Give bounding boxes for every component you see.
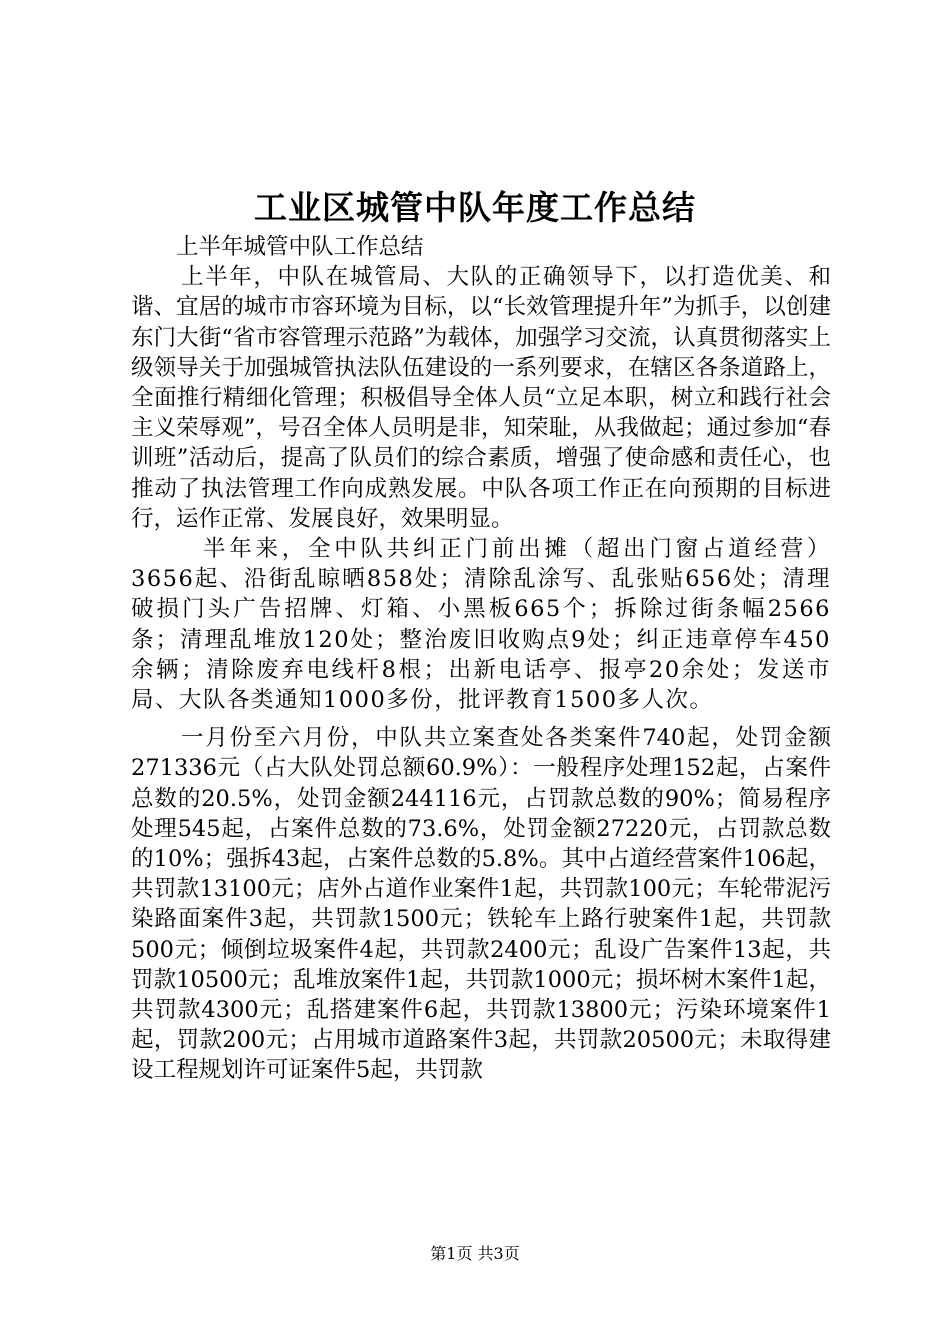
section-subtitle: 上半年城管中队工作总结 — [176, 234, 424, 260]
page-number: 第1页 共3页 — [430, 1244, 520, 1263]
paragraph-intro: 上半年，中队在城管局、大队的正确领导下，以打造优美、和谐、宜居的城市市容环境为目标，以“长效管理提升年”为抓手，以创建东门大街“省市容管理示范路”为载体，加强学习交流，认真贯彻落实上级领导关于加强城管执法队伍建设的一系列要求，在辖区各条道路上，全面推行精细化管理；积极倡导全体人员“立足本职，树立和践行社会主义荣辱观”，号召全体人员明是非，知荣耻，从我做起；通过参加“春训班”活动后，提高了队员们的综合素质，增强了使命感和责任心，也推动了执法管理工作向成熟发展。中队各项工作正在向预期的目标进行，运作正常、发展良好，效果明显。 — [131, 264, 831, 532]
document-title: 工业区城管中队年度工作总结 — [254, 188, 696, 227]
paragraph-cases: 一月份至六月份，中队共立案查处各类案件740起，处罚金额271336元（占大队处罚总额60.9%）：一般程序处理152起，占案件总数的20.5%，处罚金额244116元，占罚款总数的90%；简易程序处理545起，占案件总数的73.6%，处罚金额27220元，占罚款总数的10%；强拆43起，占案件总数的5.8%。其中占道经营案件106起，共罚款13100元；店外占道作业案件1起，共罚款100元；车轮带泥污染路面案件3起，共罚款1500元；铁轮车上路行驶案件1起，共罚款500元；倾倒垃圾案件4起，共罚款2400元；乱设广告案件13起，共罚款10500元；乱堆放案件1起，共罚款1000元；损坏树木案件1起，共罚款4300元；乱搭建案件6起，共罚款13800元；污染环境案件1起，罚款200元；占用城市道路案件3起，共罚款20500元；未取得建设工程规划许可证案件5起，共罚款 — [131, 725, 831, 1084]
document-body — [131, 232, 831, 1086]
paragraph-statistics: 半年来，全中队共纠正门前出摊（超出门窗占道经营）3656起、沿街乱晾晒858处；清除乱涂写、乱张贴656处；清理破损门头广告招牌、灯箱、小黑板665个；拆除过街条幅2566条；清理乱堆放120处；整治废旧收购点9处；纠正违章停车450余辆；清除废弃电线杆8根；出新电话亭、报亭20余处；发送市局、大队各类通知1000多份，批评教育1500多人次。 — [131, 536, 831, 714]
